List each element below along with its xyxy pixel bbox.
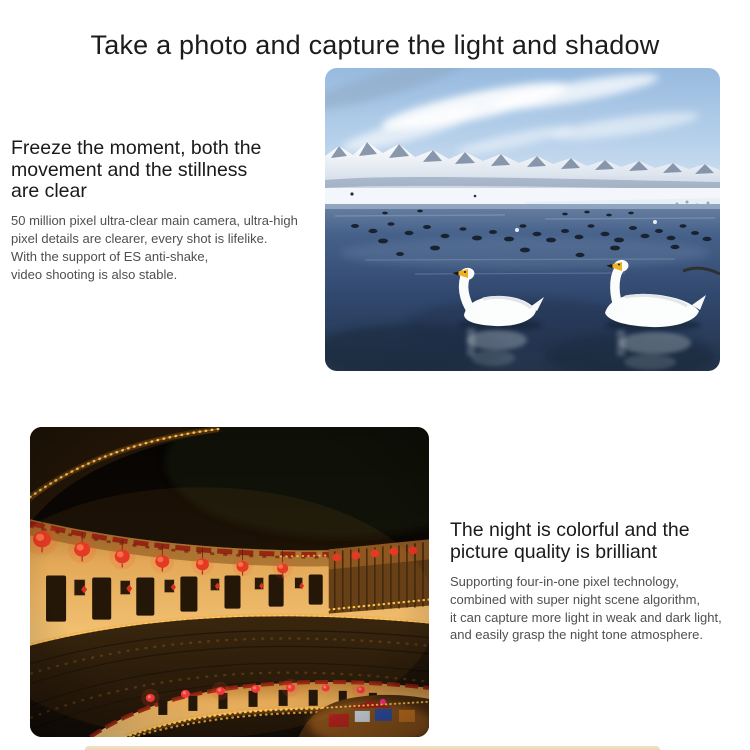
daylight-heading-line: Freeze the moment, both the <box>11 137 262 159</box>
daylight-heading-line: are clear <box>11 180 87 202</box>
swan-lake-illustration <box>325 68 720 371</box>
night-body <box>450 573 746 644</box>
tulou-night-illustration <box>30 427 429 737</box>
daylight-body-line: With the support of ES anti-shake, <box>11 248 209 264</box>
daylight-body-line: pixel details are clearer, every shot is lifelike. <box>11 230 268 246</box>
night-sample-photo <box>30 427 429 737</box>
night-text-block <box>450 520 746 644</box>
night-body-line: combined with super night scene algorithm, <box>450 591 701 607</box>
page-title: Take a photo and capture the light and shadow <box>90 30 660 61</box>
night-body-line: it can capture more light in weak and dark light, <box>450 609 722 625</box>
night-heading-line: picture quality is brilliant <box>450 540 658 563</box>
night-heading <box>450 520 746 563</box>
daylight-body <box>11 212 323 285</box>
vignette <box>30 427 429 737</box>
night-body-line: Supporting four-in-one pixel technology, <box>450 574 679 589</box>
daylight-heading-line: movement and the stillness <box>11 158 248 181</box>
next-section-image-edge <box>85 746 660 750</box>
daylight-text-block <box>11 138 323 284</box>
daylight-body-line: video shooting is also stable. <box>11 267 178 283</box>
night-heading-line: The night is colorful and the <box>450 519 690 541</box>
daylight-heading <box>11 138 323 203</box>
daylight-sample-photo <box>325 68 720 371</box>
daylight-body-line: 50 million pixel ultra-clear main camera, ultra-high <box>11 212 298 228</box>
night-body-line: and easily grasp the night tone atmosphere. <box>450 627 703 643</box>
